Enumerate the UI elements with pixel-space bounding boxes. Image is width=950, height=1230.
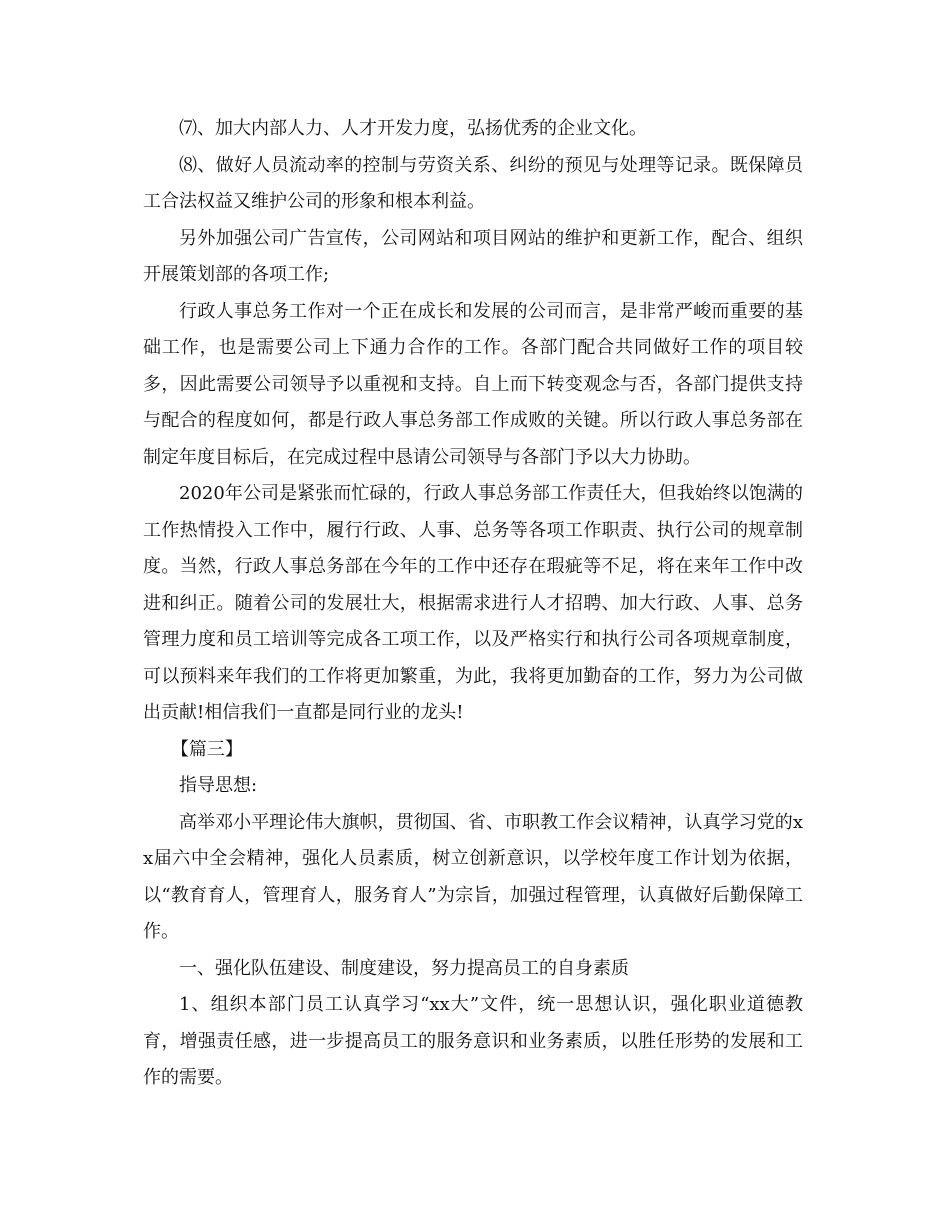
document-body — [143, 111, 803, 1097]
paragraph-2020-summary: 2020年公司是紧张而忙碌的，行政人事总务部工作责任大，但我始终以饱满的工作热情投入工作中，履行行政、人事、总务等各项工作职责、执行公司的规章制度。当然，行政人事总务部在今年的工作中还存在瑕疵等不足，将在来年工作中改进和纠正。随着公司的发展壮大，根据需求进行人才招聘、加大行政、人事、总务管理力度和员工培训等完成各工项工作，以及严格实行和执行公司各项规章制度，可以预料来年我们的工作将更加繁重，为此，我将更加勤奋的工作，努力为公司做出贡献!相信我们一直都是同行业的龙头! — [143, 483, 803, 723]
paragraph-admin-importance: 行政人事总务工作对一个正在成长和发展的公司而言，是非常严峻而重要的基础工作，也是需要公司上下通力合作的工作。各部门配合共同做好工作的项目较多，因此需要公司领导予以重视和支持。自上而下转变观念与否，各部门提供支持与配合的程度如何，都是行政人事总务部工作成败的关键。所以行政人事总务部在制定年度目标后，在完成过程中恳请公司领导与各部门予以大力协助。 — [143, 300, 803, 468]
guiding-ideology-label: 指导思想: — [179, 775, 258, 796]
paragraph-item-1-study: 1、组织本部门员工认真学习“xx大”文件，统一思想认识，强化职业道德教育，增强责任感，进一步提高员工的服务意识和业务素质，以胜任形势的发展和工作的需要。 — [143, 994, 803, 1088]
paragraph-advertising: 另外加强公司广告宣传，公司网站和项目网站的维护和更新工作，配合、组织开展策划部的各项工作; — [143, 227, 803, 285]
section-heading-part-three: 【篇三】 — [170, 738, 243, 760]
paragraph-guiding-ideology: 高举邓小平理论伟大旗帜，贯彻国、省、市职教工作会议精神，认真学习党的xx届六中全会精神，强化人员素质，树立创新意识，以学校年度工作计划为依据，以“教育育人，管理育人，服务育人”为宗旨，加强过程管理，认真做好后勤保障工作。 — [143, 811, 803, 942]
paragraph-item-8: ⑻、做好人员流动率的控制与劳资关系、纠纷的预见与处理等记录。既保障员工合法权益又维护公司的形象和根本利益。 — [143, 154, 803, 212]
paragraph-item-7: ⑺、加大内部人力、人才开发力度，弘扬优秀的企业文化。 — [179, 118, 647, 139]
section-heading-team-building: 一、强化队伍建设、制度建设，努力提高员工的自身素质 — [179, 957, 629, 979]
